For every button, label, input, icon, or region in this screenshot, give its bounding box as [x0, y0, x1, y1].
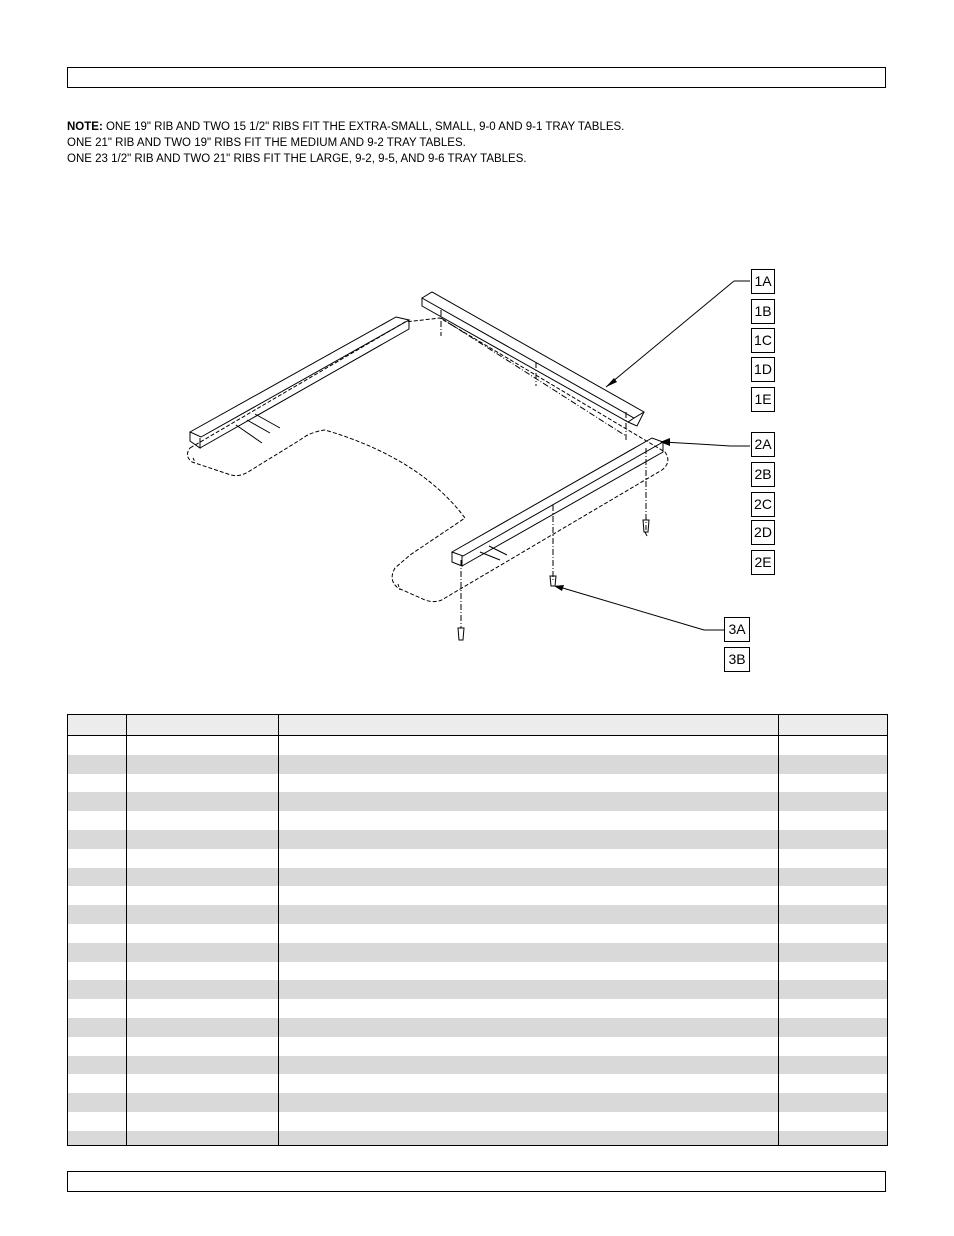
callout-2a: 2A	[751, 432, 775, 457]
table-row	[68, 868, 887, 887]
table-row	[68, 1112, 887, 1131]
table-cell	[68, 736, 127, 755]
table-cell	[68, 1131, 127, 1146]
note-line-2: ONE 21" RIB AND TWO 19" RIBS FIT THE MEDIUM AND 9-2 TRAY TABLES.	[67, 137, 466, 149]
table-cell	[127, 1018, 279, 1037]
table-cell	[68, 943, 127, 962]
table-row	[68, 980, 887, 999]
front-rib	[452, 438, 663, 566]
table-cell	[779, 886, 887, 905]
header-cell	[279, 715, 779, 735]
table-cell	[779, 830, 887, 849]
table-cell	[127, 868, 279, 887]
header-cell	[68, 715, 127, 735]
callout-2d: 2D	[751, 520, 775, 545]
callout-1d: 1D	[751, 357, 775, 382]
table-cell	[127, 924, 279, 943]
table-cell	[127, 1131, 279, 1146]
callout-3a: 3A	[724, 617, 750, 642]
table-cell	[68, 1074, 127, 1093]
table-cell	[779, 999, 887, 1018]
table-cell	[68, 1018, 127, 1037]
table-cell	[127, 962, 279, 981]
footer-bar	[67, 1171, 886, 1192]
table-row	[68, 830, 887, 849]
callout-3b: 3B	[724, 647, 750, 672]
table-cell	[68, 811, 127, 830]
table-cell	[779, 924, 887, 943]
table-body	[68, 736, 887, 1146]
table-cell	[279, 962, 779, 981]
table-cell	[279, 1074, 779, 1093]
table-cell	[279, 830, 779, 849]
callout-1e: 1E	[751, 387, 775, 412]
table-row	[68, 1074, 887, 1093]
table-row	[68, 905, 887, 924]
table-cell	[779, 1074, 887, 1093]
table-cell	[279, 980, 779, 999]
table-cell	[127, 736, 279, 755]
table-cell	[279, 1131, 779, 1146]
note-label: NOTE:	[67, 121, 103, 133]
table-row	[68, 811, 887, 830]
table-row	[68, 736, 887, 755]
table-cell	[279, 924, 779, 943]
table-cell	[127, 849, 279, 868]
callout-2b: 2B	[751, 462, 775, 487]
table-cell	[127, 886, 279, 905]
table-cell	[68, 886, 127, 905]
table-cell	[279, 774, 779, 793]
note-block	[67, 119, 867, 167]
table-header	[68, 715, 887, 736]
table-cell	[68, 1093, 127, 1112]
table-row	[68, 886, 887, 905]
table-cell	[68, 792, 127, 811]
table-cell	[779, 755, 887, 774]
table-cell	[279, 1112, 779, 1131]
table-cell	[779, 1037, 887, 1056]
table-cell	[68, 1056, 127, 1075]
callout-2e: 2E	[751, 550, 775, 575]
table-cell	[68, 868, 127, 887]
table-cell	[279, 868, 779, 887]
table-row	[68, 774, 887, 793]
table-cell	[127, 774, 279, 793]
table-cell	[279, 1037, 779, 1056]
table-cell	[127, 755, 279, 774]
table-cell	[779, 774, 887, 793]
table-cell	[68, 905, 127, 924]
table-cell	[127, 1037, 279, 1056]
table-row	[68, 1018, 887, 1037]
table-cell	[279, 1056, 779, 1075]
table-cell	[279, 736, 779, 755]
table-cell	[68, 924, 127, 943]
back-rib	[422, 292, 644, 426]
table-cell	[779, 962, 887, 981]
table-row	[68, 1056, 887, 1075]
table-cell	[779, 1018, 887, 1037]
table-row	[68, 792, 887, 811]
header-cell	[127, 715, 279, 735]
table-cell	[279, 886, 779, 905]
exploded-tray-diagram	[0, 240, 954, 690]
table-cell	[68, 980, 127, 999]
table-cell	[127, 792, 279, 811]
table-cell	[279, 999, 779, 1018]
table-cell	[127, 999, 279, 1018]
table-row	[68, 999, 887, 1018]
table-cell	[68, 1037, 127, 1056]
note-line-1	[67, 119, 867, 135]
table-cell	[68, 1112, 127, 1131]
table-cell	[68, 830, 127, 849]
table-cell	[127, 830, 279, 849]
table-row	[68, 755, 887, 774]
table-cell	[779, 792, 887, 811]
table-cell	[68, 774, 127, 793]
table-cell	[779, 1131, 887, 1146]
table-cell	[127, 811, 279, 830]
table-cell	[279, 792, 779, 811]
table-cell	[279, 1018, 779, 1037]
parts-table	[67, 714, 888, 1146]
table-cell	[279, 1093, 779, 1112]
table-cell	[779, 1093, 887, 1112]
table-cell	[779, 1112, 887, 1131]
table-cell	[68, 849, 127, 868]
table-row	[68, 1037, 887, 1056]
callout-1b: 1B	[751, 299, 775, 324]
callout-2c: 2C	[751, 492, 775, 517]
table-row	[68, 849, 887, 868]
note-text-1: ONE 19" RIB AND TWO 15 1/2" RIBS FIT THE EXTRA-SMALL, SMALL, 9-0 AND 9-1 TRAY TABLES.	[105, 121, 625, 133]
callout-1a: 1A	[751, 269, 775, 294]
table-cell	[279, 811, 779, 830]
table-row	[68, 924, 887, 943]
table-row	[68, 943, 887, 962]
table-cell	[68, 999, 127, 1018]
table-cell	[68, 962, 127, 981]
table-cell	[127, 1112, 279, 1131]
header-bar	[67, 67, 886, 88]
table-cell	[68, 755, 127, 774]
table-cell	[779, 849, 887, 868]
table-cell	[279, 943, 779, 962]
note-line-3: ONE 23 1/2" RIB AND TWO 21" RIBS FIT THE LARGE, 9-2, 9-5, AND 9-6 TRAY TABLES.	[67, 153, 527, 165]
table-cell	[127, 905, 279, 924]
table-cell	[779, 943, 887, 962]
table-cell	[279, 905, 779, 924]
table-cell	[127, 1074, 279, 1093]
table-cell	[779, 1056, 887, 1075]
table-cell	[779, 811, 887, 830]
callout-1c: 1C	[751, 328, 775, 353]
table-cell	[127, 980, 279, 999]
table-row	[68, 962, 887, 981]
table-cell	[279, 755, 779, 774]
table-cell	[779, 905, 887, 924]
table-cell	[127, 1093, 279, 1112]
table-cell	[779, 868, 887, 887]
header-cell	[779, 715, 887, 735]
table-cell	[779, 736, 887, 755]
table-cell	[279, 849, 779, 868]
table-row	[68, 1131, 887, 1146]
table-cell	[779, 980, 887, 999]
table-cell	[127, 943, 279, 962]
tray-outline	[187, 318, 667, 602]
table-cell	[127, 1056, 279, 1075]
table-row	[68, 1093, 887, 1112]
